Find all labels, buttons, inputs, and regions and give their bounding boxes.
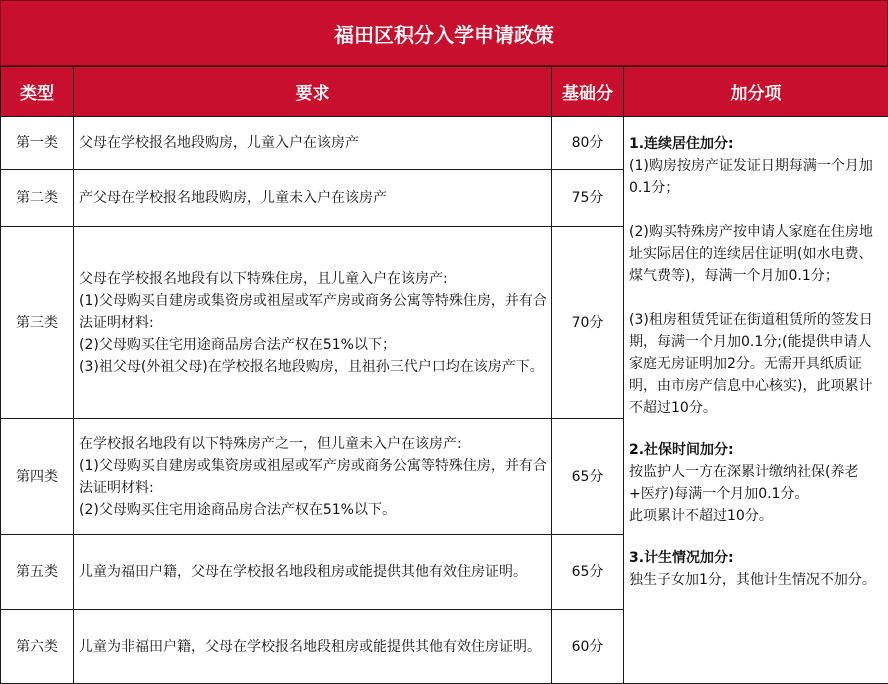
requirement-line: (2)父母购买住宅用途商品房合法产权在51%以下； [79,334,547,356]
row-type: 第六类 [1,610,74,684]
header-row [1,67,888,117]
row-score: 65分 [552,419,624,535]
bonus-item: (3)租房租赁凭证在街道租赁所的签发日期，每满一个月加0.1分;(能提供申请人家庭无房证明加2分。无需开具纸质证明，由市房产信息中心核实)，此项累计不超过10分。 [629,309,884,419]
requirement-line: 儿童为非福田户籍，父母在学校报名地段租房或能提供其他有效住房证明。 [79,636,547,658]
bonus-cell [624,117,888,684]
requirement-line: 产父母在学校报名地段购房，儿童未入户在该房产 [79,187,547,209]
header-requirement: 要求 [74,67,552,117]
table-row [1,117,888,170]
row-type: 第一类 [1,117,74,170]
row-score: 70分 [552,227,624,419]
row-score: 75分 [552,170,624,227]
requirement-line: 父母在学校报名地段购房，儿童入户在该房产 [79,132,547,154]
bonus-section-family-planning [629,547,884,591]
requirement-line: (1)父母购买自建房或集资房或祖屋或军产房或商务公寓等特殊住房，并有合法证明材料: [79,290,547,334]
row-score: 80分 [552,117,624,170]
header-bonus: 加分项 [624,67,888,117]
row-requirement [74,419,552,535]
row-requirement [74,535,552,610]
row-requirement [74,170,552,227]
header-base-score: 基础分 [552,67,624,117]
row-type: 第二类 [1,170,74,227]
page-title: 福田区积分入学申请政策 [0,0,888,66]
row-type: 第四类 [1,419,74,535]
row-requirement [74,117,552,170]
requirement-line: (2)父母购买住宅用途商品房合法产权在51%以下。 [79,499,547,521]
requirement-line: (3)祖父母(外祖父母)在学校报名地段购房，且祖孙三代户口均在该房产下。 [79,356,547,378]
requirement-line: (1)父母购买自建房或集资房或祖屋或军产房或商务公寓等特殊住房，并有合法证明材料: [79,455,547,499]
requirement-line: 儿童为福田户籍，父母在学校报名地段租房或能提供其他有效住房证明。 [79,561,547,583]
bonus-item: (1)购房按房产证发证日期每满一个月加0.1分； [629,155,884,199]
bonus-section-title: 1.连续居住加分: [629,133,884,155]
policy-table [0,66,888,684]
row-requirement [74,610,552,684]
bonus-line: 独生子女加1分，其他计生情况不加分。 [629,569,884,591]
requirement-line: 父母在学校报名地段有以下特殊住房，且儿童入户在该房产: [79,268,547,290]
bonus-section-social-security [629,439,884,527]
bonus-item: (2)购买特殊房产按申请人家庭在住房地址实际居住的连续居住证明(如水电费、煤气费等)，每满一个月加0.1分； [629,221,884,287]
bonus-line: 此项累计不超过10分。 [629,505,884,527]
requirement-line: 在学校报名地段有以下特殊房产之一，但儿童未入户在该房产: [79,433,547,455]
bonus-section-title: 3.计生情况加分: [629,547,884,569]
bonus-section-title: 2.社保时间加分: [629,439,884,461]
row-requirement [74,227,552,419]
bonus-line: 按监护人一方在深累计缴纳社保(养老+医疗)每满一个月加0.1分。 [629,461,884,505]
bonus-section-residence [629,133,884,419]
row-type: 第三类 [1,227,74,419]
row-score: 60分 [552,610,624,684]
header-type: 类型 [1,67,74,117]
row-score: 65分 [552,535,624,610]
row-type: 第五类 [1,535,74,610]
